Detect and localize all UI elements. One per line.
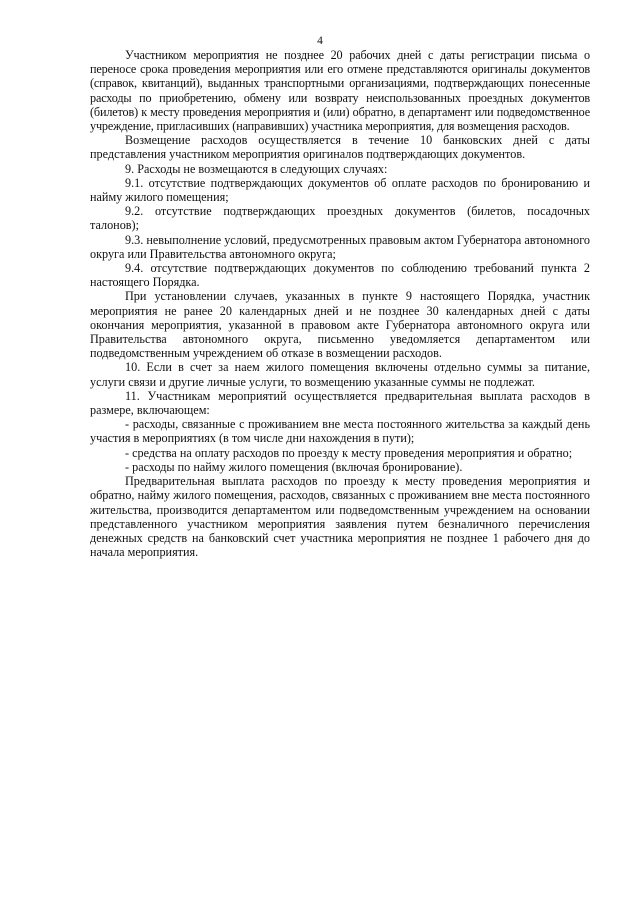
list-item-housing-expenses: - расходы по найму жилого помещения (включая бронирование). bbox=[125, 459, 463, 474]
document-body bbox=[90, 48, 590, 559]
paragraph-item-9-1: 9.1. отсутствие подтверждающих документов об оплате расходов по бронированию и найму жилого помещения; bbox=[90, 175, 590, 205]
paragraph-item-11: 11. Участникам мероприятий осуществляется предварительная выплата расходов в размере, включающем: bbox=[90, 388, 590, 418]
paragraph-advance-payment: Предварительная выплата расходов по проезду к месту проведения мероприятия и обратно, найму жилого помещения, расходов, связанных с проживанием вне места постоянного жительства, производится департаментом или подведомственным учреждением на основании представленного участником мероприятия заявления путем безналичного перечисления денежных средств на банковский счет участника мероприятия не позднее 1 рабочего дня до начала мероприятия. bbox=[90, 474, 590, 560]
paragraph-refusal-notice: При установлении случаев, указанных в пункте 9 настоящего Порядка, участник мероприятия не ранее 20 календарных дней и не позднее 30 календарных дней с даты окончания мероприятия, указанной в правовом акте Губернатора автономного округа или Правительства автономного округа, письменно уведомляется департаментом или подведомственным учреждением об отказе в возмещении расходов. bbox=[90, 289, 590, 361]
paragraph-item-10: 10. Если в счет за наем жилого помещения включены отдельно суммы за питание, услуги связи и другие личные услуги, то возмещению указанные суммы не подлежат. bbox=[90, 360, 590, 389]
list-item-living-expenses: - расходы, связанные с проживанием вне места постоянного жительства за каждый день участия в мероприятиях (в том числе дни нахождения в пути); bbox=[90, 417, 590, 446]
page-number: 4 bbox=[317, 35, 323, 47]
paragraph-item-9-3: 9.3. невыполнение условий, предусмотренных правовым актом Губернатора автономного округа или Правительства автономного округа; bbox=[90, 232, 590, 261]
paragraph-item-9: 9. Расходы не возмещаются в следующих случаях: bbox=[125, 161, 388, 176]
list-item-travel-expenses: - средства на оплату расходов по проезду к месту проведения мероприятия и обратно; bbox=[125, 445, 573, 460]
paragraph-return-documents: Участником мероприятия не позднее 20 рабочих дней с даты регистрации письма о переносе срока проведения мероприятия или его отмене представляются оригиналы документов (справок, квитанций), выданных транспортными организациями, подтверждающих понесенные расходы по приобретению, обмену или возврату неиспользованных проездных документов (билетов) к месту проведения мероприятия и (или) обратно, в департамент или подведомственное учреждение, пригласивших (направивших) участника мероприятия, для возмещения расходов. bbox=[90, 48, 590, 134]
paragraph-item-9-2: 9.2. отсутствие подтверждающих проездных документов (билетов, посадочных талонов); bbox=[90, 204, 590, 233]
paragraph-reimbursement-term: Возмещение расходов осуществляется в течение 10 банковских дней с даты представления участником мероприятия оригиналов подтверждающих документов. bbox=[90, 133, 590, 162]
paragraph-item-9-4: 9.4. отсутствие подтверждающих документов по соблюдению требований пункта 2 настоящего Порядка. bbox=[90, 261, 590, 290]
